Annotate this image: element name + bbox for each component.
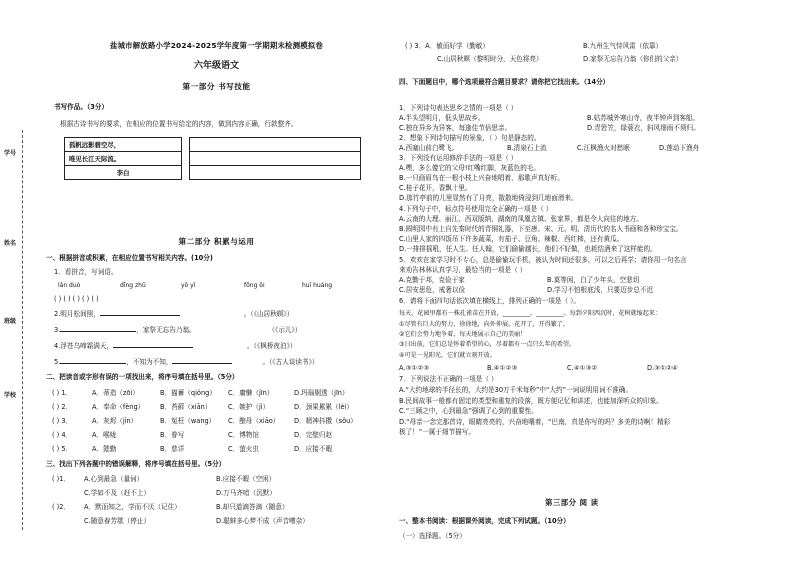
option-a: A.心到最急（量词） [84, 475, 144, 483]
answer-paren[interactable]: ( ) 2． [52, 403, 73, 411]
option-c: C．萤火虫 [228, 445, 259, 453]
source-row: 李白 [65, 166, 182, 180]
option-d: D.莲动下渔舟 [659, 144, 700, 152]
option-d: D.学习不怕根底浅，只要迈步总不迟 [547, 286, 654, 294]
question-line: 6．请将下面四句话依次填在横线上，排列正确的一项是（ ）。 [399, 297, 581, 305]
question-line: 极了！”一属于细节描写。 [399, 428, 475, 436]
q4-heading: 四、下面题目中，哪个选项最符合题目要求？请你把它找出来。（14分） [399, 78, 610, 86]
option-b: B.应接不暇（空闲） [216, 475, 276, 483]
answer-blank[interactable] [172, 363, 232, 364]
subject-title: 六年级语文 [193, 61, 239, 71]
answer-paren[interactable]: ( ) 1． [52, 389, 73, 397]
part3-title: 第三部分 阅 读 [545, 498, 599, 507]
sidebar-class: 班级 [4, 318, 17, 325]
option-b: B.姑苏城外寒山寺，夜半钟声到客船。 [587, 114, 700, 122]
source-row: 唯见长江天际流。 [65, 152, 182, 166]
writing-cell[interactable] [190, 138, 361, 152]
line-source: 。（《山居秋暝》） [243, 310, 294, 318]
option-c: C．酿母（xiāo） [228, 417, 280, 425]
question-line: ④可是一见阳光，它们就立刻开放。 [399, 352, 496, 359]
option-c: C.山居秋暝（黎明时分，天色将亮） [437, 55, 543, 63]
line-source: （《示儿》） [271, 326, 302, 334]
question-line: ③日出前，它们总是怀着希望的心，尽着都有一点只么年的希望。 [399, 341, 576, 348]
option-d: D.③①②④ [647, 364, 678, 372]
option-d: D.青箬笠，绿蓑衣，斜风细雨不须归。 [587, 124, 700, 132]
option-b: B．猫蓄（qióng） [160, 389, 216, 397]
pinyin-answer-boxes[interactable]: ( ) ( ) ( ) ( ) ( ) [54, 295, 99, 303]
answer-paren[interactable]: ( ) 3． [52, 417, 73, 425]
exam-title: 盐城市解放路小学2024-2025学年度第一学期期末检测模拟卷 [109, 41, 323, 50]
question-line: D.“母亲一念完那首诗，眼睛亮亮的，兴奋地嚷着，“巴南，真是你写的吗？多美的诗啊！精彩 [399, 418, 671, 426]
option-a: C.学如不及（赶不上） [84, 489, 151, 497]
option-b: B.九州生气恃风雷（依靠） [583, 42, 663, 50]
option-b: B.却只道滴答滴（随意） [216, 503, 289, 511]
pinyin-3: yō yí [181, 282, 196, 289]
option-d: D．颈果累累（lèi） [294, 403, 353, 411]
question-line: D.一排排摇吼，任人生、任人翰，它们偷偷越长，他们不好做，也耗结酒来了这样能的。 [399, 245, 657, 253]
option-a: 敏而好学（勤敏） [436, 42, 489, 50]
question-line: A.云南的大理、丽江、西双版纳，湖南的凤凰古镇、张家界，都是令人向往的地方。 [399, 215, 643, 223]
binding-margin [0, 0, 44, 561]
option-a: A．默而知之，学而不厌（记住） [84, 503, 181, 511]
question-line: 4.下列句子中，标点符号使用完全正确的一项是（ ） [399, 205, 553, 213]
option-d: D.家祭无忘告乃翁（你们的父亲） [583, 55, 683, 63]
option-b: B.清泉石上流 [507, 144, 547, 152]
option-c: C.④①③② [567, 364, 598, 372]
pinyin-2: dīng zhǔ [120, 282, 146, 289]
q1-sub1: 1．看拼音，写词语。 [54, 268, 118, 276]
question-line: C.山里人家的四饭吊下许多蔬菜，有茄子、豆角、辣椒、西红柿，还有黄瓜。 [399, 235, 624, 243]
poem-line-2 [54, 310, 293, 318]
question-line: A.半头望明月，低头思故乡。 [399, 114, 485, 122]
option-b: B．眷写 [160, 431, 185, 439]
option-b: B．冤枉（wang） [160, 417, 216, 425]
sidebar-school: 学校 [4, 392, 17, 399]
pinyin-5: huī huáng [302, 282, 333, 289]
option-b: D.万马齐喑（沉默） [216, 489, 276, 497]
line-mid: ，不知为不知， [126, 358, 173, 366]
question-line: B.一只画眉鸟在一根小枝上兴奋地唱着，那歌声真好听。 [399, 174, 564, 182]
question-line: 3．下列没有运用修辞手法的一项是（ ） [399, 154, 518, 162]
option-c: C.江枫渔火对愁眠 [577, 144, 630, 152]
question-line: A.③①②③ [399, 364, 430, 372]
question-line: 5．欢欢在家学习时不专心，总是偷偷玩手机，被认为时间还很多，可以之后再学；请你用一句名言 [399, 256, 687, 264]
option-a: A．喉咙 [92, 431, 117, 439]
question-line: 7．下列说法不正确的一项是（ ） [399, 375, 498, 383]
option-b: D.聪蚌多心梦不成（声音嘈杂） [216, 517, 309, 525]
option-d: D．应接不暇 [294, 445, 333, 453]
q3-item3 [405, 42, 489, 50]
poem-line-3: 3. ，家祭无忘告乃翁。 （《示儿》） [54, 326, 302, 334]
writing-cell[interactable] [190, 166, 361, 180]
writing-cell[interactable] [190, 152, 361, 166]
q2-heading: 二、把读音或字形有误的一项找出来，将序号填在括号里。（5分） [46, 373, 239, 381]
fold-line [22, 130, 23, 530]
answer-blank[interactable] [60, 331, 136, 332]
question-line: D.那竹亭前的儿里显然有了月亮，散散地倚浸到几地面滑来。 [399, 194, 578, 202]
part3-q1: 一、整本书阅读：根据课外阅读，完成下列试题。（10分） [399, 517, 570, 525]
answer-paren[interactable]: ( )1． [52, 475, 71, 483]
option-c: C．博物馆 [228, 431, 259, 439]
question-line: 2．想象下列诗句描写的景象，（ ）句是静态的。 [399, 134, 541, 142]
line-source: 。（《古人谈读书》） [262, 358, 319, 366]
answer-blank[interactable] [100, 315, 180, 316]
part3-sub: （一）选择题。（5分） [399, 532, 466, 540]
question-line: A.克勤于邦，克俭于家 [399, 276, 465, 284]
question-line: ①尽管有巨大的努力，徐徐地，向外伸展。花开了，开得繁了。 [399, 321, 569, 328]
part1-title: 第一部分 书写技能 [182, 82, 251, 91]
copy-source-table [64, 137, 182, 180]
question-line: A.嘿，多么傻它的父母!红嘴红脚，灰蓝色的毛。 [399, 164, 541, 172]
option-b: B．苔藓（xiān） [160, 403, 212, 411]
sidebar-student-id: 学号 [4, 150, 17, 157]
poem-line-4 [54, 342, 297, 350]
line-text: ， [136, 326, 143, 334]
question-line: B.民间故事一般都有固定的类型和重复的段落，既方便记忆和讲述，也能加深听众的印象。 [399, 397, 663, 405]
line-mid: 家祭无忘告乃翁。 [142, 326, 196, 334]
option-d: D.玛瑙剔透（jīn） [294, 389, 349, 397]
item-number: ( ) 3．A． [405, 42, 437, 50]
answer-paren[interactable]: ( )2． [52, 503, 71, 511]
option-a: A．蒂造（zōi） [92, 389, 139, 397]
question-line: A.“大约地球的半径长的，大约是30万千米每秒”中“大约”一词说明用词不准确。 [399, 386, 632, 394]
poem-line-5: 5. ，不知为不知， 。（《古人谈读书》） [54, 358, 319, 366]
part2-title: 第二部分 积累与运用 [178, 237, 255, 246]
option-a: A．灰烬（jìn） [92, 417, 138, 425]
pinyin-1: lán duò [58, 282, 81, 289]
option-a: C.随意春芳歇（停止） [84, 517, 151, 525]
option-b: B．慈详 [160, 445, 185, 453]
line-text: 2.明月松间照， [54, 310, 100, 318]
question-line: 来劝告林林认真学习，最恰当的一项是（ ） [399, 266, 527, 274]
option-d: D．精神抖擞（sǒu） [294, 417, 357, 425]
question-line: C.独在异乡为异客，每逢佳节倍思亲。 [399, 124, 512, 132]
question-line: ②它们会努力地争着，每天地展示自己的美丽！ [399, 331, 527, 338]
part1-section: 书写作品。（3分） [54, 103, 109, 111]
option-c: C．庸懒（jīn） [228, 389, 274, 397]
question-line: 1．下列诗句表达思乡之情的一项是（ ） [399, 104, 518, 112]
option-a: A．懿勤 [92, 445, 117, 453]
option-a: A．奉命（fèng） [92, 403, 145, 411]
answer-blank[interactable] [113, 347, 193, 348]
pinyin-4: fōng ǒi [244, 282, 265, 289]
line-source: 。（《枫桥夜泊》） [247, 342, 297, 350]
left-column [44, 0, 389, 561]
question-line: A.西塞山前白鹭飞。 [399, 144, 459, 152]
part1-instruction: 根据古诗书写的要求，在相应的位置书写给定的内容，做到内容正确，行款整齐。 [60, 120, 298, 128]
option-b: B.④①②③ [487, 364, 518, 372]
line-text: 4.浮苍乌啼霜满天， [54, 342, 114, 350]
answer-blank[interactable] [60, 363, 126, 364]
writing-grid[interactable] [189, 137, 361, 180]
question-line: 每天，花园里都有一株孔雀苗在开放，_________。_________。每到夕阳西沉时，花树就缩起来： [399, 310, 662, 317]
option-b: B.莫等闲，白了少年头，空悲切 [547, 276, 640, 284]
question-line: C.“三顾之中，心到最急”强调了心到的重要性。 [399, 407, 538, 415]
option-d: D．完壁归赵 [294, 431, 333, 439]
q1-heading: 一、根据拼音或积累，在相应位置书写相关内容。(10分) [46, 254, 213, 262]
right-column [397, 0, 789, 561]
answer-paren[interactable]: ( ) 5． [52, 445, 73, 453]
option-c: C．嫉护（jì） [228, 403, 270, 411]
source-row: 孤帆远影碧空尽， [65, 138, 182, 152]
question-line: C.桂子花开，香飘十里。 [399, 184, 472, 192]
question-line: C.居安思危，戒奢以俭 [399, 286, 466, 294]
q3-heading: 三、找出下列各题中的错误解释，将序号填在括号里。（5分） [46, 460, 226, 468]
question-line: B.圆明园中有上自先秦时代的青铜礼器，下至唐、宋、元、明、清历代的名人书画和各种珍宝宝。 [399, 225, 683, 233]
sidebar-name: 姓名 [4, 240, 17, 247]
answer-paren[interactable]: ( ) 4． [52, 431, 73, 439]
